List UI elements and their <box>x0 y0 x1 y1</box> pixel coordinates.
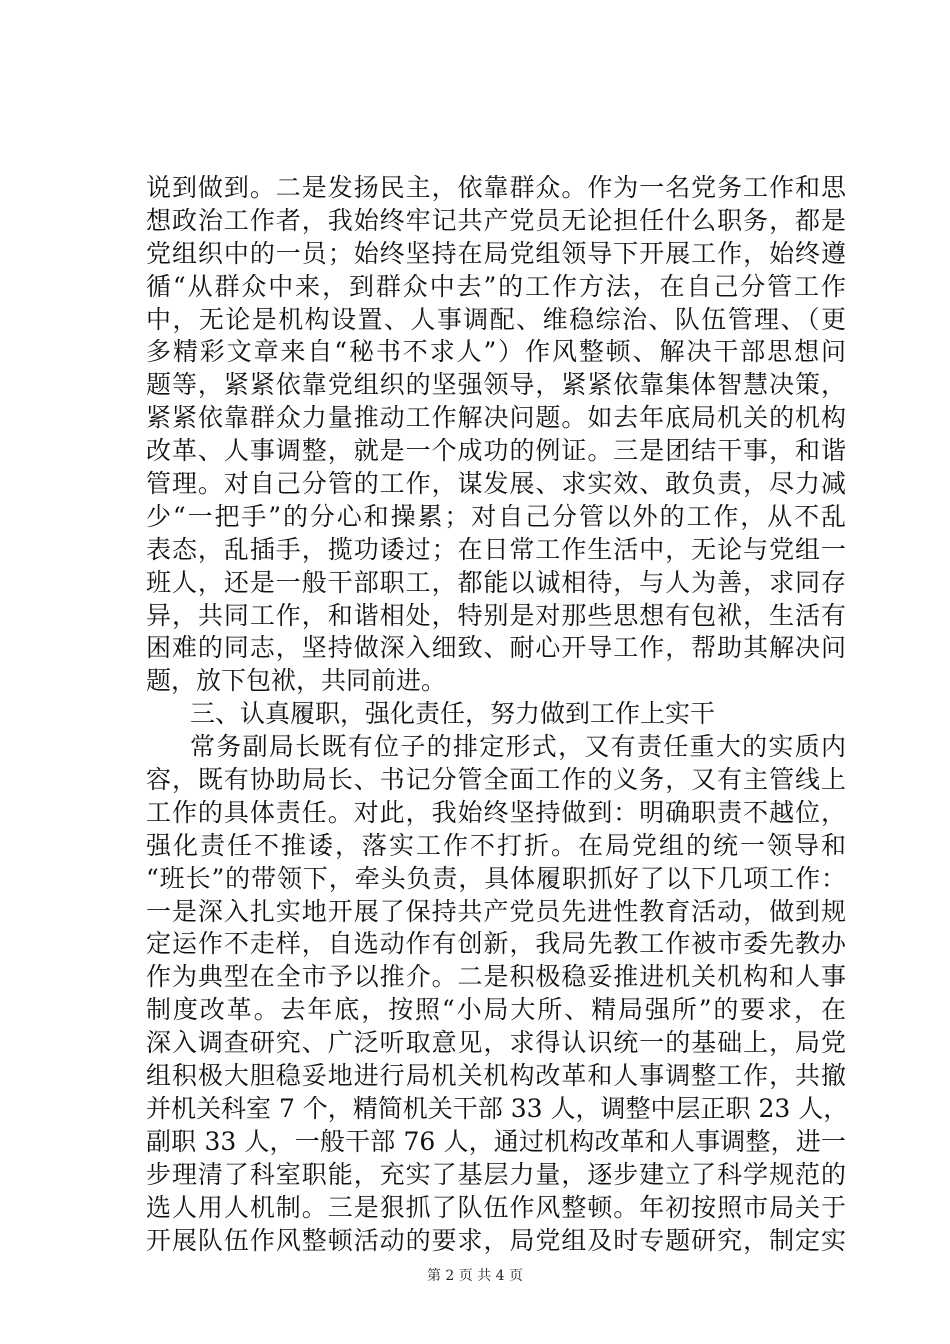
text-line: 深入调查研究、广泛听取意见，求得认识统一的基础上，局党 <box>146 1028 846 1058</box>
text-line: 改革、人事调整，就是一个成功的例证。三是团结干事，和谐 <box>146 436 846 466</box>
text-line: 题，放下包袱，共同前进。 <box>146 666 447 696</box>
text-line: 制度改革。去年底，按照“小局大所、精局强所”的要求，在 <box>146 995 846 1025</box>
text-line: 开展队伍作风整顿活动的要求，局党组及时专题研究，制定实 <box>146 1225 846 1255</box>
text-line: 组积极大胆稳妥地进行局机关机构改革和人事调整工作，共撤 <box>146 1061 846 1091</box>
text-line: 紧紧依靠群众力量推动工作解决问题。如去年底局机关的机构 <box>146 403 846 433</box>
text-line: 少“一把手”的分心和操累；对自己分管以外的工作，从不乱 <box>146 501 846 531</box>
page-number-footer: 第 2 页 共 4 页 <box>426 1268 524 1284</box>
text-line: 管理。对自己分管的工作，谋发展、求实效、敢负责，尽力减 <box>146 469 846 499</box>
text-line: 作为典型在全市予以推介。二是积极稳妥推进机关机构和人事 <box>146 962 846 992</box>
text-line: 班人，还是一般干部职工，都能以诚相待，与人为善，求同存 <box>146 567 846 597</box>
text-line: 副职 33 人，一般干部 76 人，通过机构改革和人事调整，进一 <box>146 1126 846 1156</box>
text-line: 想政治工作者，我始终牢记共产党员无论担任什么职务，都是 <box>146 205 846 235</box>
text-line: 常务副局长既有位子的排定形式，又有责任重大的实质内 <box>190 732 846 762</box>
text-line: 并机关科室 7 个，精简机关干部 33 人，调整中层正职 23 人， <box>146 1093 849 1123</box>
text-line: “班长”的带领下，牵头负责，具体履职抓好了以下几项工作： <box>146 863 846 893</box>
text-line: 表态，乱插手，揽功诿过；在日常工作生活中，无论与党组一 <box>146 534 846 564</box>
text-line: 中，无论是机构设置、人事调配、维稳综治、队伍管理、（更 <box>146 304 846 334</box>
text-line: 说到做到。二是发扬民主，依靠群众。作为一名党务工作和思 <box>146 173 846 202</box>
text-line: 党组织中的一员；始终坚持在局党组领导下开展工作，始终遵 <box>146 238 846 268</box>
text-line: 一是深入扎实地开展了保持共产党员先进性教育活动，做到规 <box>146 896 846 926</box>
text-line: 强化责任不推诿，落实工作不打折。在局党组的统一领导和 <box>146 830 846 860</box>
text-line: 异，共同工作，和谐相处，特别是对那些思想有包袱，生活有 <box>146 600 846 630</box>
body-text <box>146 172 849 1257</box>
text-line: 定运作不走样，自选动作有创新，我局先教工作被市委先教办 <box>146 929 846 959</box>
text-line: 困难的同志，坚持做深入细致、耐心开导工作，帮助其解决问 <box>146 633 846 663</box>
text-line: 循“从群众中来，到群众中去”的工作方法，在自己分管工作 <box>146 271 846 301</box>
section-heading: 三、认真履职，强化责任，努力做到工作上实干 <box>190 699 716 729</box>
text-line: 步理清了科室职能，充实了基层力量，逐步建立了科学规范的 <box>146 1159 846 1189</box>
text-line: 容，既有协助局长、书记分管全面工作的义务，又有主管线上 <box>146 765 846 795</box>
text-line: 工作的具体责任。对此，我始终坚持做到：明确职责不越位， <box>146 797 846 827</box>
text-line: 选人用人机制。三是狠抓了队伍作风整顿。年初按照市局关于 <box>146 1192 846 1222</box>
text-line: 题等，紧紧依靠党组织的坚强领导，紧紧依靠集体智慧决策， <box>146 370 846 400</box>
text-line: 多精彩文章来自“秘书不求人”）作风整顿、解决干部思想问 <box>146 337 846 367</box>
